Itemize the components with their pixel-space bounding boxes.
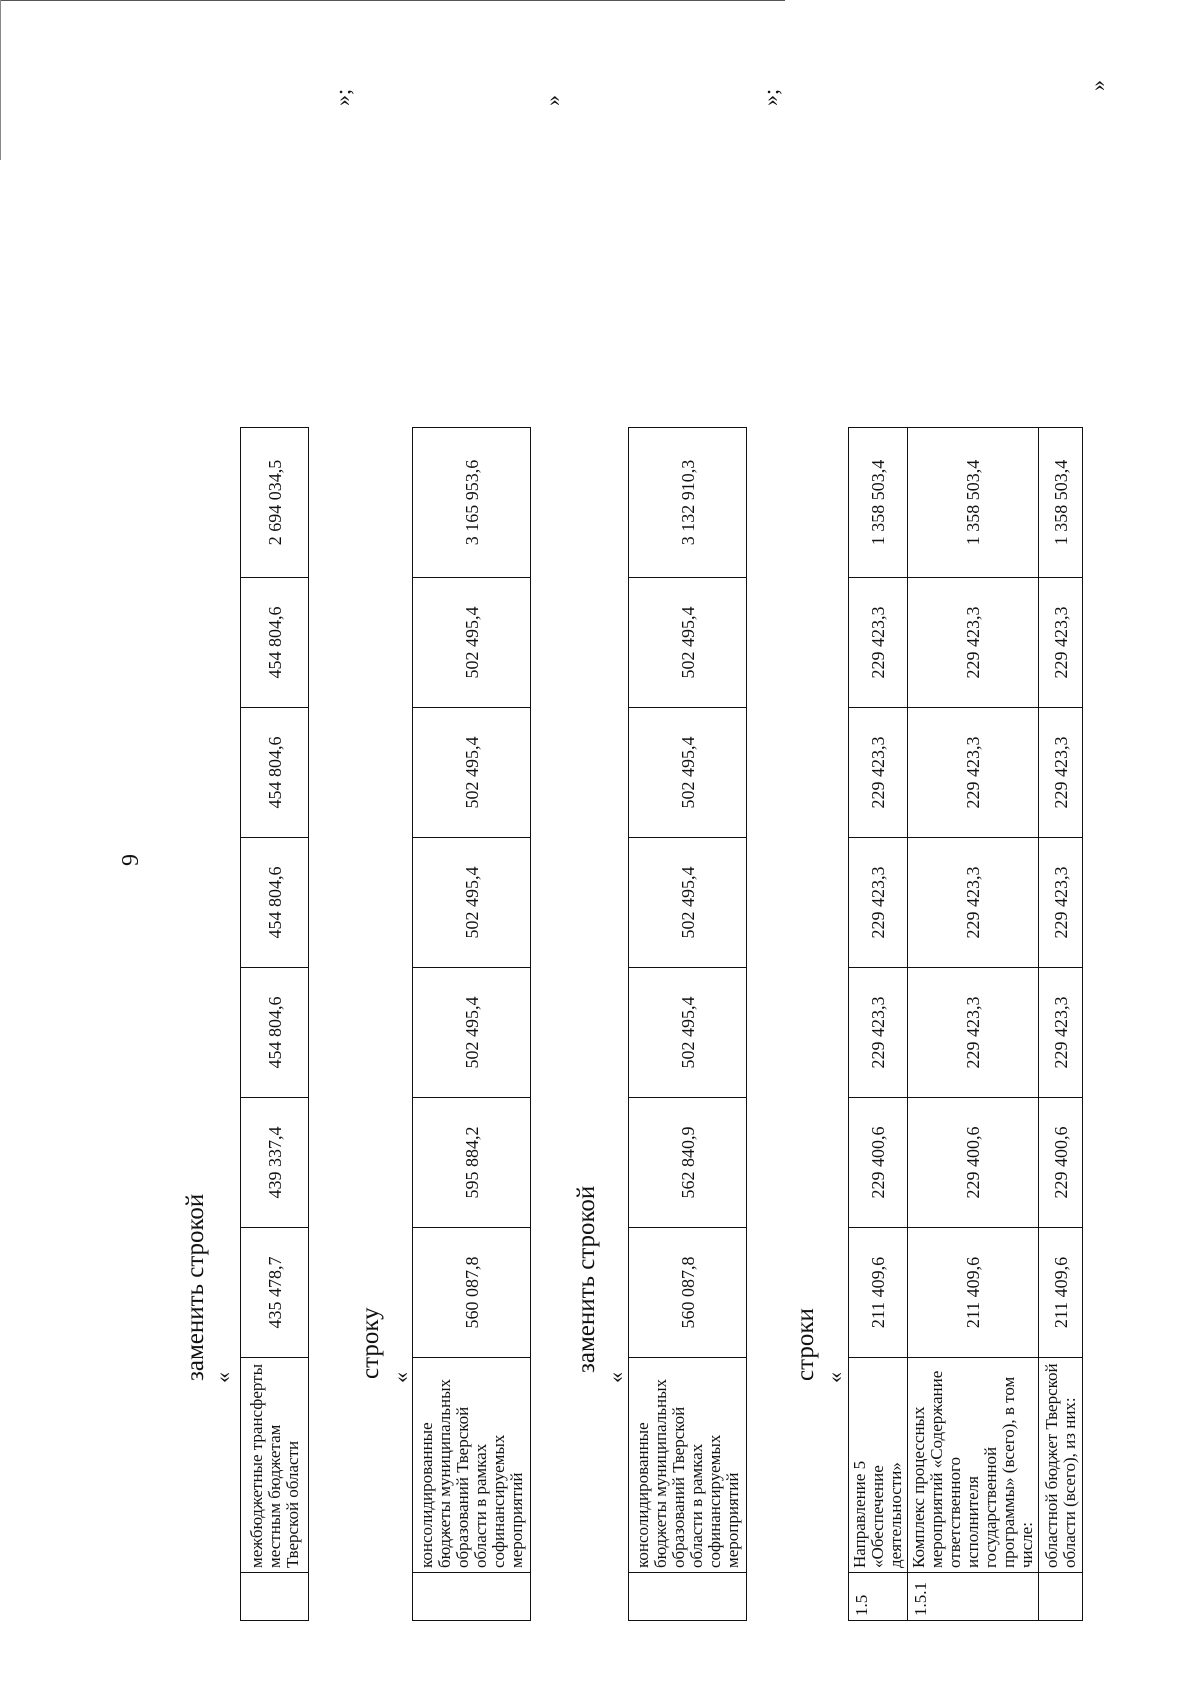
opening-quote: « [210,1372,235,1383]
closing-quote: » [1085,80,1110,91]
table-block-2 [412,427,531,1621]
table-row [1039,428,1083,1621]
row-label-cell: Направление 5 «Обеспечение деятельности» [849,1358,908,1573]
row-total-cell: 1 358 503,4 [849,428,908,578]
opening-quote: « [603,1372,628,1383]
row-code-cell [1039,1573,1083,1621]
row-code-cell [629,1573,747,1621]
row-value-cell: 229 423,3 [849,708,908,838]
table-row [849,428,908,1621]
row-value-cell: 595 884,2 [413,1098,531,1228]
row-label-cell: областной бюджет Тверской области (всего), из них: [1039,1358,1083,1573]
opening-quote: « [388,1372,413,1383]
row-value-cell: 229 423,3 [849,578,908,708]
row-total-cell: 1 358 503,4 [908,428,1039,578]
row-value-cell: 229 423,3 [1039,838,1083,968]
row-code-cell: 1.5.1 [908,1573,1039,1621]
table-block-3 [628,427,747,1621]
row-value-cell: 229 400,6 [849,1098,908,1228]
row-value-cell: 229 400,6 [908,1098,1039,1228]
row-value-cell: 435 478,7 [241,1228,309,1358]
row-code-cell [413,1573,531,1621]
row-value-cell: 502 495,4 [413,578,531,708]
row-code-cell [241,1573,309,1621]
row-value-cell: 229 423,3 [1039,708,1083,838]
row-total-cell: 3 165 953,6 [413,428,531,578]
row-value-cell: 211 409,6 [908,1228,1039,1358]
row-value-cell: 560 087,8 [413,1228,531,1358]
row-value-cell: 560 087,8 [629,1228,747,1358]
row-value-cell: 211 409,6 [849,1228,908,1358]
row-value-cell: 502 495,4 [629,968,747,1098]
closing-quote: » [540,95,565,106]
phrase-lines: строки [792,1308,819,1381]
table-block-1 [240,427,309,1621]
row-value-cell: 229 423,3 [849,968,908,1098]
row-code-cell: 1.5 [849,1573,908,1621]
table-row [241,428,309,1621]
row-value-cell: 211 409,6 [1039,1228,1083,1358]
phrase-line: строку [357,1307,384,1379]
row-value-cell: 454 804,6 [241,708,309,838]
page-number: 9 [118,854,144,866]
row-label-cell: межбюджетные трансферты местным бюджетам Тверской области [241,1358,309,1573]
phrase-replace-with-line: заменить строкой [573,1185,600,1373]
row-value-cell: 454 804,6 [241,578,309,708]
table-row [629,428,747,1621]
row-value-cell: 562 840,9 [629,1098,747,1228]
row-value-cell: 502 495,4 [629,838,747,968]
table-block-4 [848,427,1083,1621]
row-value-cell: 454 804,6 [241,968,309,1098]
opening-quote: « [822,1372,847,1383]
row-total-cell: 2 694 034,5 [241,428,309,578]
closing-quote-semicolon: »; [758,88,783,106]
row-value-cell: 454 804,6 [241,838,309,968]
row-value-cell: 229 423,3 [908,838,1039,968]
row-label-cell: консолидированные бюджеты муниципальных образований Тверской области в рамках софинансируемых мероприятий [629,1358,747,1573]
row-value-cell: 502 495,4 [413,968,531,1098]
row-value-cell: 502 495,4 [629,578,747,708]
row-value-cell: 229 423,3 [908,708,1039,838]
row-value-cell: 229 423,3 [908,578,1039,708]
row-value-cell: 502 495,4 [413,838,531,968]
row-value-cell: 229 423,3 [908,968,1039,1098]
row-total-cell: 1 358 503,4 [1039,428,1083,578]
row-value-cell: 229 423,3 [1039,968,1083,1098]
row-value-cell: 502 495,4 [413,708,531,838]
table-row [413,428,531,1621]
row-value-cell: 502 495,4 [629,708,747,838]
row-value-cell: 229 423,3 [1039,578,1083,708]
table-row [908,428,1039,1621]
row-label-cell: консолидированные бюджеты муниципальных образований Тверской области в рамках софинансируемых мероприятий [413,1358,531,1573]
row-value-cell: 229 400,6 [1039,1098,1083,1228]
row-total-cell: 3 132 910,3 [629,428,747,578]
row-value-cell: 439 337,4 [241,1098,309,1228]
row-label-cell: Комплекс процессных мероприятий «Содержание ответственного исполнителя государственной программы» (всего), в том числе: [908,1358,1039,1573]
phrase-replace-with-line: заменить строкой [182,1193,209,1381]
closing-quote-semicolon: »; [330,88,355,106]
row-value-cell: 229 423,3 [849,838,908,968]
